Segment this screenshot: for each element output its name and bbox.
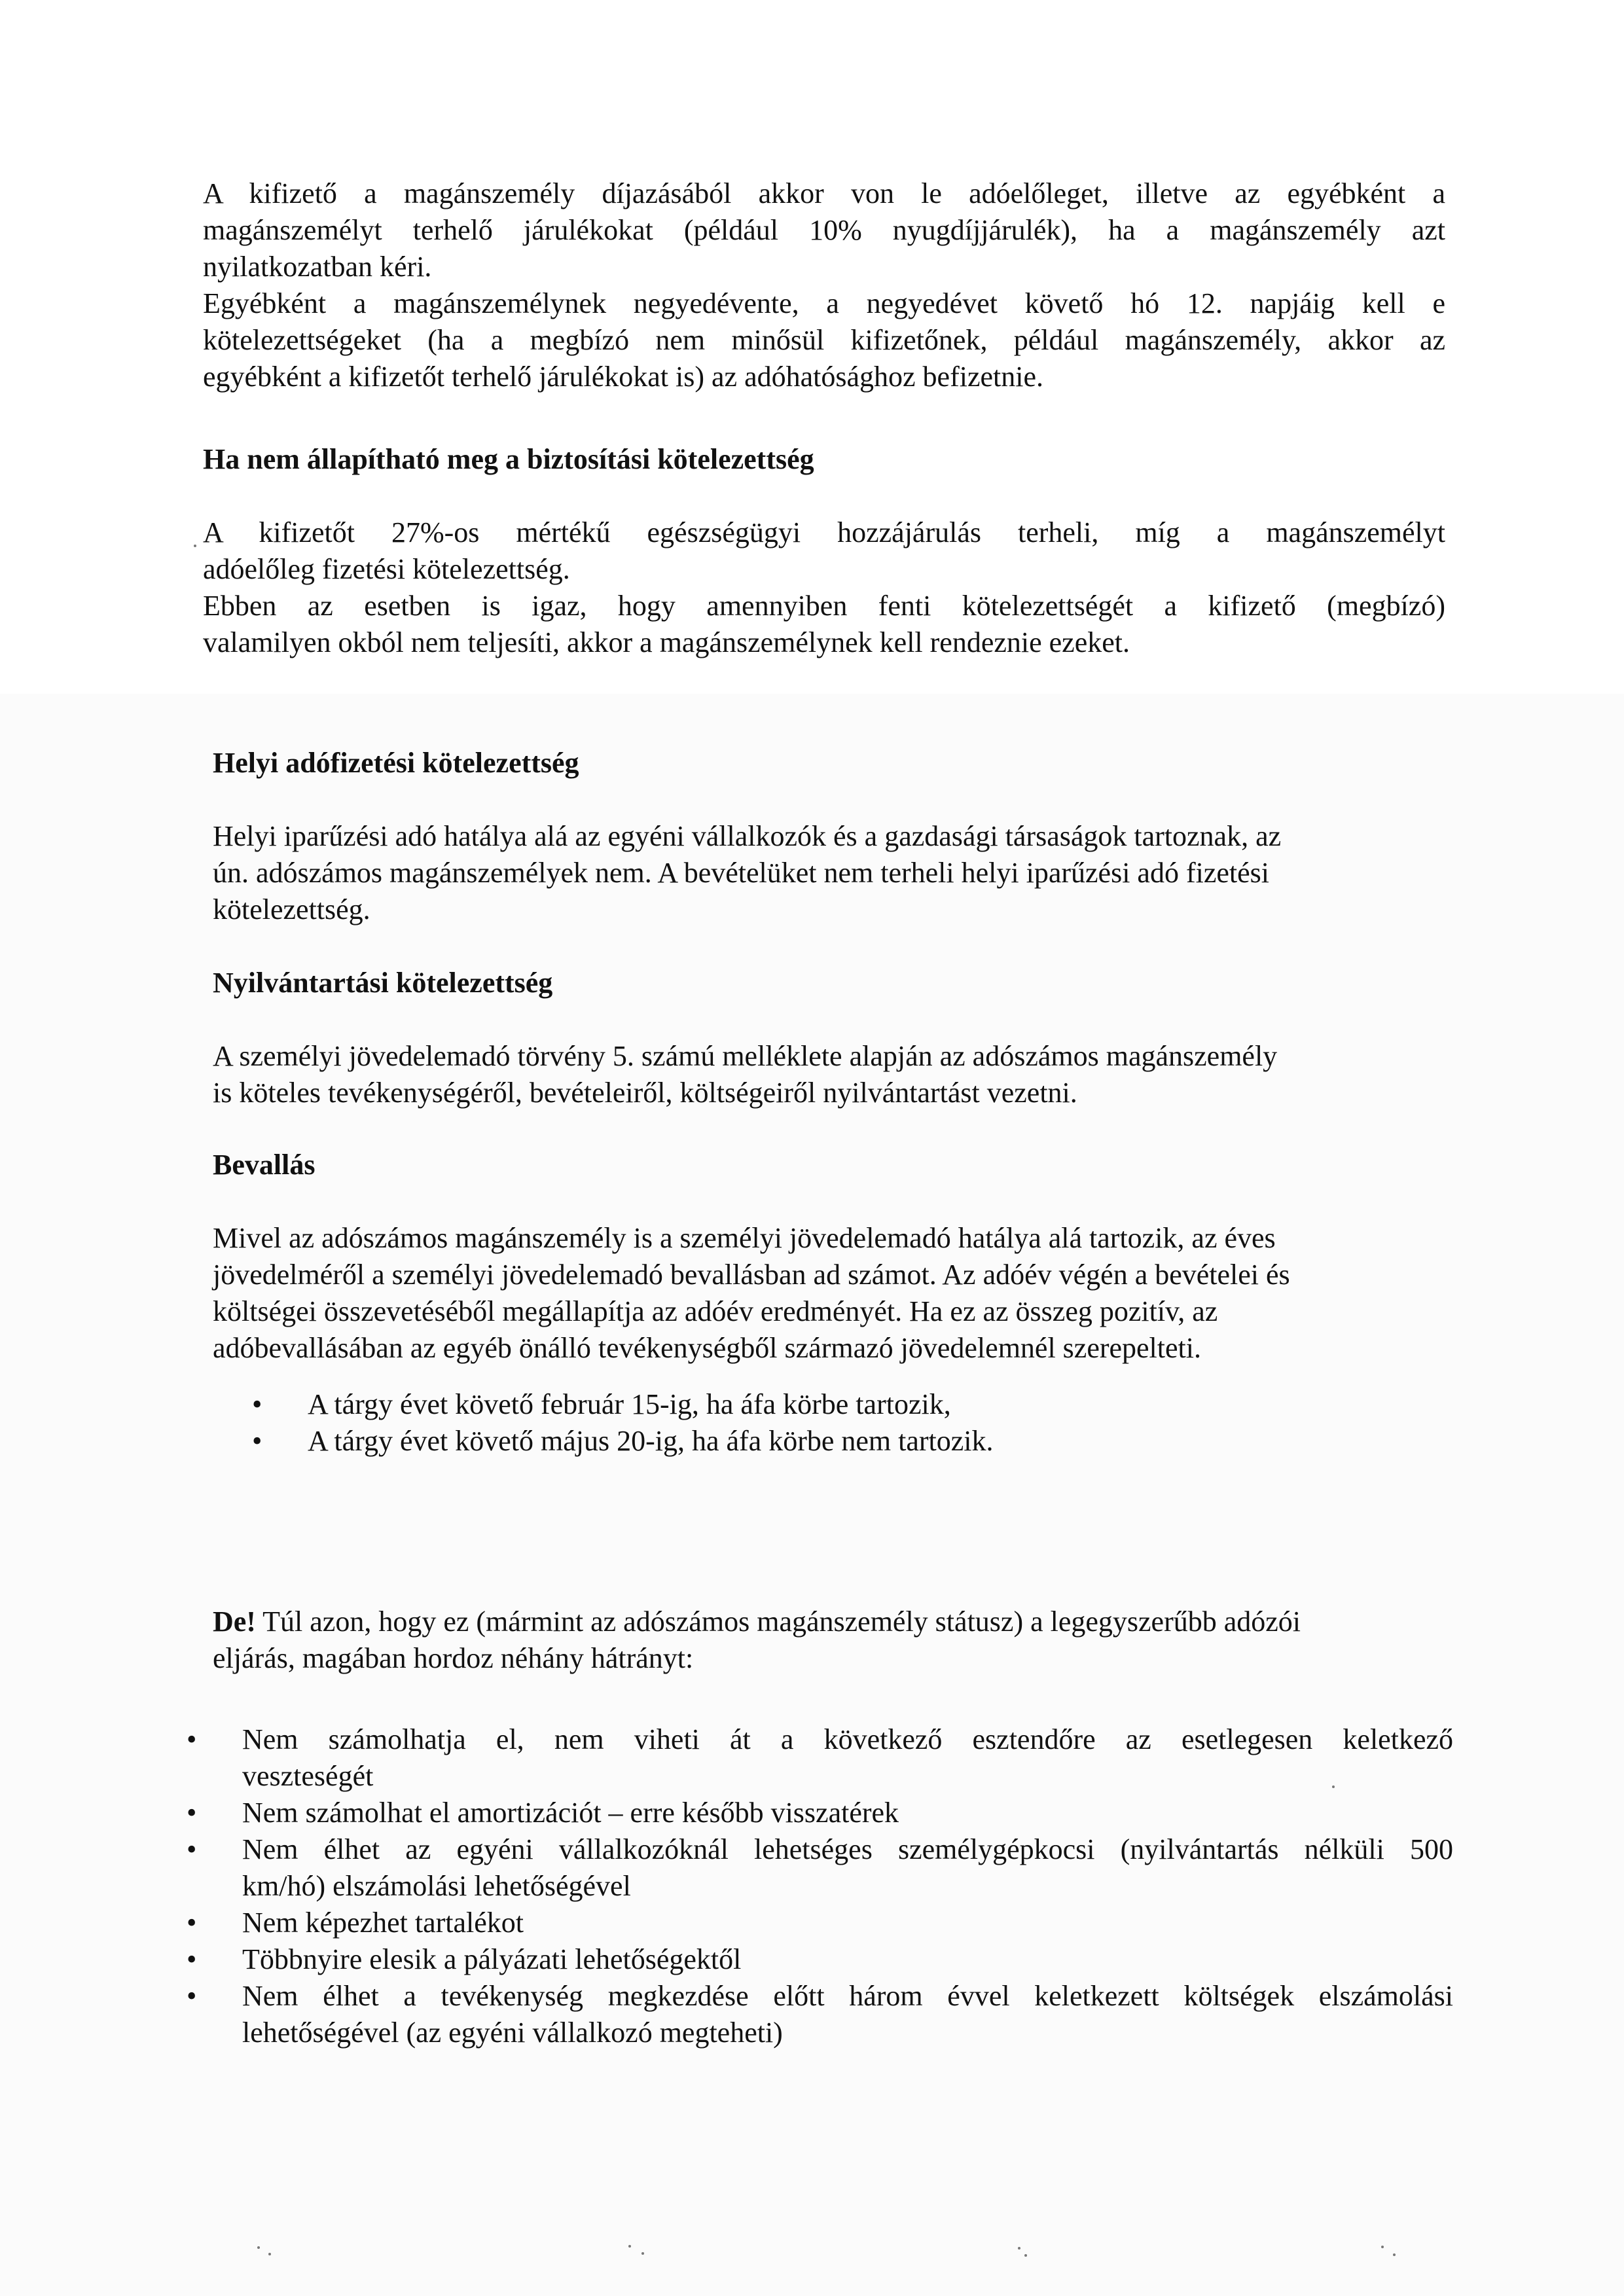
bullet-icon: • xyxy=(187,1797,197,1829)
bullet-icon: • xyxy=(187,1980,197,2012)
scan-speck xyxy=(1018,2247,1020,2250)
list-item-text: Nem számolhat el amortizációt – erre később visszatérek xyxy=(242,1797,899,1829)
list-item-text: Nem képezhet tartalékot xyxy=(242,1907,524,1939)
bullet-icon: • xyxy=(252,1388,262,1420)
text-line: adóbevallásában az egyéb önálló tevékenységből származó jövedelemnél szerepelteti. xyxy=(213,1332,1201,1364)
list-item xyxy=(252,1386,1234,1423)
disadvantages-list xyxy=(187,1721,1453,2051)
paragraph-quarterly xyxy=(203,285,1445,395)
scan-speck xyxy=(628,2245,631,2248)
list-item xyxy=(187,1831,1453,1905)
scan-speck xyxy=(1332,1785,1335,1788)
paragraph-health-contribution xyxy=(203,514,1445,588)
list-item xyxy=(187,1905,1453,1941)
bullet-icon: • xyxy=(187,1723,197,1755)
text-line: kötelezettségeket (ha a megbízó nem minősül kifizetőnek, például magánszemély, akkor az xyxy=(203,324,1445,356)
scan-speck xyxy=(257,2246,260,2249)
text-line: Mivel az adószámos magánszemély is a személyi jövedelemadó hatálya alá tartozik, az éves xyxy=(213,1222,1276,1254)
text-line: adóelőleg fizetési kötelezettség. xyxy=(203,553,570,585)
bullet-icon: • xyxy=(187,1943,197,1975)
text-line: egyébként a kifizetőt terhelő járulékokat is) az adóhatósághoz befizetnie. xyxy=(203,361,1043,393)
list-item-text: A tárgy évet követő május 20-ig, ha áfa körbe nem tartozik. xyxy=(308,1425,994,1457)
text-line: Egyébként a magánszemélynek negyedévente, a negyedévet követő hó 12. napjáig kell e xyxy=(203,287,1445,319)
text-line: Ebben az esetben is igaz, hogy amennyiben fenti kötelezettségét a kifizető (megbízó) xyxy=(203,590,1445,622)
scan-background-tint xyxy=(0,694,1624,2296)
paragraph-tax-return xyxy=(213,1220,1453,1367)
text-line: Helyi iparűzési adó hatálya alá az egyéni vállalkozók és a gazdasági társaságok tartoznak, az xyxy=(213,820,1282,852)
list-item-text: veszteségét xyxy=(242,1760,374,1792)
scan-speck xyxy=(1393,2253,1396,2256)
scan-speck xyxy=(1381,2246,1384,2248)
list-item-text: Többnyire elesik a pályázati lehetőségektől xyxy=(242,1943,742,1975)
paragraph-disadvantages-intro xyxy=(213,1604,1453,1677)
list-item-text: Nem élhet a tevékenység megkezdése előtt három évvel keletkezett költségek elszámolási xyxy=(242,1980,1453,2012)
text-line: ún. adószámos magánszemélyek nem. A bevételüket nem terheli helyi iparűzési adó fizetési xyxy=(213,857,1269,889)
text-line: is köteles tevékenységéről, bevételeiről, költségeiről nyilvántartást vezetni. xyxy=(213,1077,1077,1109)
intro-text: Túl azon, hogy ez (mármint az adószámos magánszemély státusz) a legegyszerűbb adózói xyxy=(255,1605,1301,1638)
scan-speck xyxy=(1024,2254,1027,2257)
deadline-list xyxy=(252,1386,1234,1460)
text-line: kötelezettség. xyxy=(213,893,370,925)
list-item xyxy=(187,1795,1453,1831)
scan-speck xyxy=(641,2252,644,2255)
text-line: magánszemélyt terhelő járulékokat (például 10% nyugdíjjárulék), ha a magánszemély azt xyxy=(203,214,1445,246)
section-heading-records: Nyilvántartási kötelezettség xyxy=(213,967,553,999)
paragraph-obligation-fallback xyxy=(203,588,1445,661)
text-line: nyilatkozatban kéri. xyxy=(203,251,432,283)
bullet-icon: • xyxy=(187,1833,197,1865)
text-line: eljárás, magában hordoz néhány hátrányt: xyxy=(213,1642,694,1674)
list-item-text: Nem számolhatja el, nem viheti át a következő esztendőre az esetlegesen keletkező xyxy=(242,1723,1453,1755)
text-line xyxy=(213,1604,1453,1640)
paragraph-withholding xyxy=(203,175,1445,285)
text-line: A személyi jövedelemadó törvény 5. számú melléklete alapján az adószámos magánszemély xyxy=(213,1040,1278,1072)
bullet-icon: • xyxy=(187,1907,197,1939)
list-item xyxy=(187,1978,1453,2051)
paragraph-local-business-tax xyxy=(213,818,1453,928)
emphasis-de: De! xyxy=(213,1605,256,1638)
text-line: valamilyen okból nem teljesíti, akkor a magánszemélynek kell rendeznie ezeket. xyxy=(203,626,1130,658)
list-item-text: Nem élhet az egyéni vállalkozóknál lehetséges személygépkocsi (nyilvántartás nélküli 500 xyxy=(242,1833,1453,1865)
section-heading-insurance: Ha nem állapítható meg a biztosítási kötelezettség xyxy=(203,443,814,475)
scan-speck xyxy=(268,2253,271,2255)
text-line: költségei összevetéséből megállapítja az adóév eredményét. Ha ez az összeg pozitív, az xyxy=(213,1295,1218,1327)
list-item xyxy=(187,1721,1453,1795)
list-item-text: lehetőségével (az egyéni vállalkozó megteheti) xyxy=(242,2017,783,2049)
text-line: A kifizető a magánszemély díjazásából akkor von le adóelőleget, illetve az egyébként a xyxy=(203,177,1445,209)
text-line: jövedelméről a személyi jövedelemadó bevallásban ad számot. Az adóév végén a bevételei és xyxy=(213,1259,1290,1291)
text-line: A kifizetőt 27%-os mértékű egészségügyi hozzájárulás terheli, míg a magánszemélyt xyxy=(203,516,1445,548)
section-heading-local-tax: Helyi adófizetési kötelezettség xyxy=(213,747,579,779)
section-heading-tax-return: Bevallás xyxy=(213,1149,316,1181)
list-item xyxy=(252,1423,1234,1460)
list-item-text: km/hó) elszámolási lehetőségével xyxy=(242,1870,631,1902)
paragraph-record-keeping xyxy=(213,1038,1453,1111)
list-item-text: A tárgy évet követő február 15-ig, ha áfa körbe tartozik, xyxy=(308,1388,951,1420)
list-item xyxy=(187,1941,1453,1978)
scan-speck xyxy=(194,545,196,547)
bullet-icon: • xyxy=(252,1425,262,1457)
